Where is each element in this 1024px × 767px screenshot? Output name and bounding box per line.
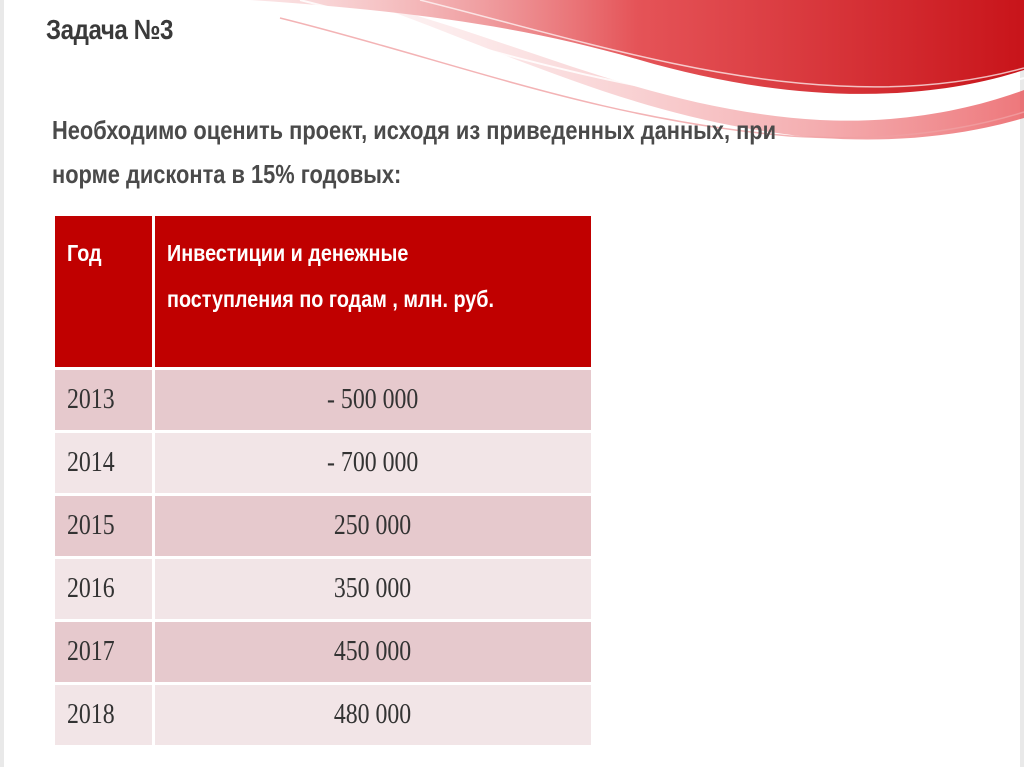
cell-amount: 450 000 <box>153 620 591 683</box>
cell-year: 2015 <box>55 494 153 557</box>
table-row <box>55 683 591 746</box>
table-row <box>55 494 591 557</box>
cell-amount: - 700 000 <box>153 431 591 494</box>
wave-band-main <box>250 0 1024 94</box>
task-description <box>52 108 926 196</box>
cash-flow-table <box>55 216 591 748</box>
header-year: Год <box>55 216 153 368</box>
cell-amount: 480 000 <box>153 683 591 746</box>
task-description-line-1: Необходимо оценить проект, исходя из приведенных данных, при <box>52 115 777 145</box>
cell-year: 2016 <box>55 557 153 620</box>
header-amount-line-2: поступления по годам , млн. руб. <box>166 286 494 312</box>
table-row <box>55 368 591 431</box>
cell-year: 2014 <box>55 431 153 494</box>
table-row <box>55 557 591 620</box>
cell-year: 2017 <box>55 620 153 683</box>
slide-title: Задача №3 <box>46 14 173 45</box>
cell-amount: - 500 000 <box>153 368 591 431</box>
table-row <box>55 620 591 683</box>
cell-year: 2013 <box>55 368 153 431</box>
cell-year: 2018 <box>55 683 153 746</box>
header-amount-line-1: Инвестиции и денежные <box>166 240 408 266</box>
task-description-line-2: норме дисконта в 15% годовых: <box>52 159 402 189</box>
table-header-row <box>55 216 591 368</box>
cell-amount: 250 000 <box>153 494 591 557</box>
cell-amount: 350 000 <box>153 557 591 620</box>
header-amount <box>153 216 591 368</box>
table-row <box>55 431 591 494</box>
